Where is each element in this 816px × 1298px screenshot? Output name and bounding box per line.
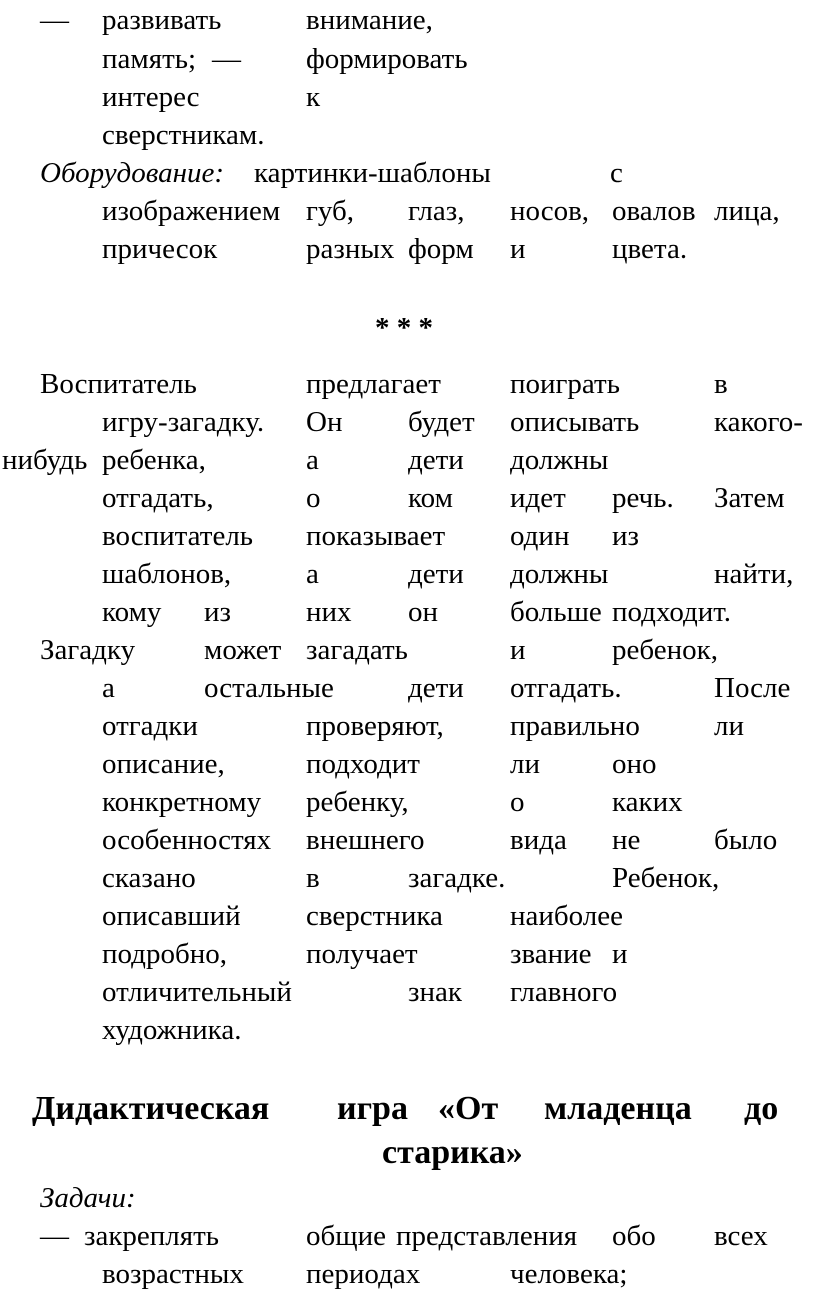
text-line [0,121,816,159]
text-line [0,484,816,522]
text-line [0,235,816,273]
text-line [0,902,816,940]
word: закреплять [84,1220,220,1252]
text-line [0,826,816,864]
word: обо [612,1220,656,1252]
text-line [0,598,816,636]
word: не [612,824,641,856]
heading-word: «От [438,1090,499,1127]
word: кому [102,596,162,628]
word: носов, [510,195,590,227]
word: к [306,81,321,113]
tasks-label: Задачи: [40,1182,136,1214]
word: отличительный [102,976,292,1008]
word: общие [306,1220,386,1252]
word: дети [408,558,464,590]
word: в [714,368,728,400]
word: глаз, [408,195,465,227]
text-line [0,1184,816,1222]
word: предлагает [306,368,441,400]
word: развивать [102,4,222,36]
word: особенностях [102,824,272,856]
word: описание, [102,748,225,780]
separator [0,314,816,352]
dash: — [40,4,69,36]
word: получает [306,938,418,970]
word: из [612,520,639,552]
word: внешнего [306,824,425,856]
word: было [714,824,778,856]
word: всех [714,1220,768,1252]
text-line [0,1016,816,1054]
word: шаблонов, [102,558,232,590]
word: формировать [306,43,468,75]
text-line [0,83,816,121]
word: остальные [204,672,334,704]
word: лица, [714,195,780,227]
word: о [306,482,321,514]
word: изображением [102,195,281,227]
word: художника. [102,1014,242,1046]
word: поиграть [510,368,620,400]
word: отгадать, [102,482,214,514]
word: отгадки [102,710,198,742]
word: а [102,672,115,704]
word: проверяют, [306,710,444,742]
word: загадать [306,634,408,666]
word: игру-загадку. [102,406,265,438]
text-line [0,750,816,788]
word: будет [408,406,475,438]
section-heading [0,1136,816,1180]
text-line [0,636,816,674]
text-line [0,45,816,83]
word: должны [510,558,609,590]
text-line [0,940,816,978]
word: них [306,596,352,628]
word: описавший [102,900,241,932]
word: причесок [102,233,218,265]
dash: — [212,43,241,75]
word: а [306,558,319,590]
heading-word: игра [337,1090,408,1127]
word: а [306,444,319,476]
word: подходит [306,748,420,780]
text-line [0,560,816,598]
heading-word: Дидактическая [32,1090,270,1127]
text-line [0,159,816,197]
word: подробно, [102,938,227,970]
text-line [0,522,816,560]
separator-stars: * * * [375,312,433,344]
word: показывает [306,520,446,552]
text-line [0,446,816,484]
text-line [0,6,816,44]
text-line [0,1260,816,1298]
heading-word: старика» [382,1134,523,1171]
word: конкретному [102,786,262,818]
word: ли [510,748,540,780]
text-line [0,674,816,712]
word: губ, [306,195,355,227]
word: больше [510,596,602,628]
word: должны [510,444,609,476]
word: загадке. [408,862,506,894]
word: представления [396,1220,578,1252]
word: ребенка, [102,444,206,476]
heading-word: младенца [544,1090,692,1127]
word: периодах [306,1258,421,1290]
word: о [510,786,525,818]
word: дети [408,444,464,476]
word: с [610,157,623,189]
word: каких [612,786,683,818]
word: вида [510,824,567,856]
word: ребенок, [612,634,718,666]
word: оно [612,748,657,780]
text-line [0,712,816,750]
word: сверстникам. [102,119,265,151]
text-line [0,978,816,1016]
word: из [204,596,231,628]
word: подходит. [612,596,732,628]
word: наиболее [510,900,623,932]
word: воспитатель [102,520,254,552]
word: главного [510,976,618,1008]
text-line [0,370,816,408]
word: цвета. [612,233,688,265]
word: овалов [612,195,696,227]
word: речь. [612,482,674,514]
equipment-label: Оборудование: [40,157,225,189]
word: найти, [714,558,794,590]
word: правильно [510,710,640,742]
word: звание [510,938,592,970]
text-line [0,788,816,826]
word: форм [408,233,474,265]
word: ком [408,482,453,514]
word: Ребенок, [612,862,720,894]
word: знак [408,976,462,1008]
word: ребенку, [306,786,409,818]
dash: — [40,1220,69,1252]
word: сказано [102,862,196,894]
word: один [510,520,570,552]
word: сверстника [306,900,443,932]
word: и [510,233,526,265]
section-heading [0,1092,816,1136]
word: Он [306,406,343,438]
word: в [306,862,320,894]
heading-word: до [744,1090,779,1127]
word: внимание, [306,4,433,36]
word: ли [714,710,744,742]
word: человека; [510,1258,628,1290]
word: После [714,672,791,704]
word: Затем [714,482,785,514]
text-line [0,864,816,902]
word: описывать [510,406,640,438]
text-line [0,1222,816,1260]
word: может [204,634,282,666]
word: разных [306,233,395,265]
word: он [408,596,439,628]
word: дети [408,672,464,704]
word: возрастных [102,1258,244,1290]
word: какого- [714,406,803,438]
word: интерес [102,81,200,113]
word: и [510,634,526,666]
word: Воспитатель [40,368,197,400]
word: идет [510,482,566,514]
word: картинки-шаблоны [254,157,491,189]
word: нибудь [2,444,88,476]
word: память; [102,43,197,75]
word: отгадать. [510,672,622,704]
word: Загадку [40,634,136,666]
text-line [0,197,816,235]
word: и [612,938,628,970]
text-line [0,408,816,446]
